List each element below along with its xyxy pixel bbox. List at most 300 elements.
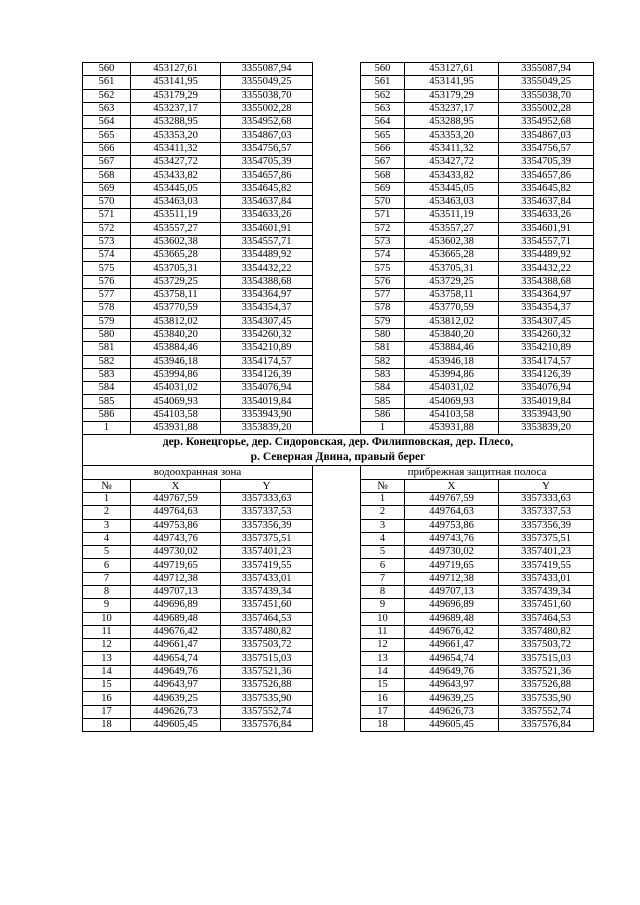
right-point-number: 18 xyxy=(361,718,405,731)
left-point-number: 576 xyxy=(83,275,131,288)
table-row xyxy=(83,169,594,182)
right-point-number: 10 xyxy=(361,612,405,625)
right-point-number: 565 xyxy=(361,129,405,142)
right-point-number: 12 xyxy=(361,639,405,652)
table-row xyxy=(83,142,594,155)
left-coord-x: 454031,02 xyxy=(131,382,221,395)
right-coord-y: 3354019,84 xyxy=(499,395,594,408)
left-point-number: 13 xyxy=(83,652,131,665)
right-point-number: 571 xyxy=(361,209,405,222)
right-coord-x: 453237,17 xyxy=(405,102,499,115)
table-row xyxy=(83,328,594,341)
table-row xyxy=(83,546,594,559)
left-coord-y: 3354126,39 xyxy=(221,368,313,381)
right-coord-x: 453884,46 xyxy=(405,342,499,355)
right-point-number: 15 xyxy=(361,679,405,692)
left-coord-y: 3357375,51 xyxy=(221,532,313,545)
right-coord-y: 3354557,71 xyxy=(499,235,594,248)
left-point-number: 583 xyxy=(83,368,131,381)
column-gap xyxy=(313,665,361,678)
column-gap xyxy=(313,519,361,532)
table-row xyxy=(83,315,594,328)
left-coord-x: 453427,72 xyxy=(131,156,221,169)
table-row xyxy=(83,625,594,638)
right-coord-y: 3354126,39 xyxy=(499,368,594,381)
left-point-number: 7 xyxy=(83,572,131,585)
right-coord-x: 453463,03 xyxy=(405,195,499,208)
left-coord-y: 3354388,68 xyxy=(221,275,313,288)
right-coord-x: 453557,27 xyxy=(405,222,499,235)
right-coord-y: 3353943,90 xyxy=(499,408,594,421)
right-coord-x: 449707,13 xyxy=(405,585,499,598)
column-gap xyxy=(313,142,361,155)
column-gap xyxy=(313,612,361,625)
column-gap xyxy=(313,222,361,235)
left-point-number: 15 xyxy=(83,679,131,692)
left-point-number: 10 xyxy=(83,612,131,625)
left-point-number: 585 xyxy=(83,395,131,408)
right-point-number: 562 xyxy=(361,89,405,102)
left-coord-y: 3354657,86 xyxy=(221,169,313,182)
right-point-number: 576 xyxy=(361,275,405,288)
table-row xyxy=(83,652,594,665)
left-coord-y: 3354432,22 xyxy=(221,262,313,275)
left-point-number: 3 xyxy=(83,519,131,532)
left-point-number: 569 xyxy=(83,182,131,195)
right-coord-x: 449605,45 xyxy=(405,718,499,731)
column-gap xyxy=(313,328,361,341)
right-coord-x: 453141,95 xyxy=(405,76,499,89)
table-row xyxy=(83,422,594,435)
column-gap xyxy=(313,76,361,89)
column-gap xyxy=(313,102,361,115)
left-coord-y: 3354952,68 xyxy=(221,116,313,129)
left-coord-y: 3355038,70 xyxy=(221,89,313,102)
right-coord-x: 453729,25 xyxy=(405,275,499,288)
table-row xyxy=(83,639,594,652)
column-gap xyxy=(313,679,361,692)
left-point-number: 567 xyxy=(83,156,131,169)
right-coord-x: 453758,11 xyxy=(405,289,499,302)
column-gap xyxy=(313,195,361,208)
left-point-number: 580 xyxy=(83,328,131,341)
left-coord-y: 3357535,90 xyxy=(221,692,313,705)
right-coord-x: 454031,02 xyxy=(405,382,499,395)
left-coord-x: 453179,29 xyxy=(131,89,221,102)
table-row xyxy=(83,116,594,129)
column-gap xyxy=(313,705,361,718)
left-coord-y: 3354867,03 xyxy=(221,129,313,142)
left-point-number: 566 xyxy=(83,142,131,155)
left-point-number: 2 xyxy=(83,506,131,519)
right-coord-y: 3357337,53 xyxy=(499,506,594,519)
right-coord-x: 453353,20 xyxy=(405,129,499,142)
column-gap xyxy=(313,559,361,572)
left-coord-y: 3354076,94 xyxy=(221,382,313,395)
right-point-number: 580 xyxy=(361,328,405,341)
column-gap xyxy=(313,156,361,169)
right-point-number: 564 xyxy=(361,116,405,129)
left-coord-y: 3357433,01 xyxy=(221,572,313,585)
right-point-number: 1 xyxy=(361,492,405,505)
left-coord-x: 449676,42 xyxy=(131,625,221,638)
right-point-number: 561 xyxy=(361,76,405,89)
left-coord-y: 3357356,39 xyxy=(221,519,313,532)
right-point-number: 6 xyxy=(361,559,405,572)
left-coord-y: 3357521,36 xyxy=(221,665,313,678)
table-row xyxy=(83,519,594,532)
left-coord-y: 3357451,60 xyxy=(221,599,313,612)
right-coord-y: 3354645,82 xyxy=(499,182,594,195)
left-coord-x: 453602,38 xyxy=(131,235,221,248)
table-row xyxy=(83,156,594,169)
right-point-number: 575 xyxy=(361,262,405,275)
left-coord-x: 453931,88 xyxy=(131,422,221,435)
table-row xyxy=(83,275,594,288)
left-coord-x: 449643,97 xyxy=(131,679,221,692)
left-point-number: 18 xyxy=(83,718,131,731)
right-point-number: 17 xyxy=(361,705,405,718)
left-coord-y: 3353839,20 xyxy=(221,422,313,435)
table-row xyxy=(83,129,594,142)
left-point-number: 4 xyxy=(83,532,131,545)
left-coord-x: 449626,73 xyxy=(131,705,221,718)
right-coord-y: 3355087,94 xyxy=(499,63,594,76)
left-coord-x: 453884,46 xyxy=(131,342,221,355)
column-gap xyxy=(313,652,361,665)
right-point-number: 572 xyxy=(361,222,405,235)
table-row xyxy=(83,705,594,718)
left-coord-x: 453511,19 xyxy=(131,209,221,222)
left-point-number: 577 xyxy=(83,289,131,302)
left-point-number: 563 xyxy=(83,102,131,115)
right-coord-x: 449654,74 xyxy=(405,652,499,665)
right-coord-x: 449743,76 xyxy=(405,532,499,545)
right-coord-x: 449649,76 xyxy=(405,665,499,678)
right-coord-x: 453602,38 xyxy=(405,235,499,248)
left-coord-x: 449753,86 xyxy=(131,519,221,532)
table-row xyxy=(83,195,594,208)
bottom-section xyxy=(83,492,594,731)
left-point-number: 6 xyxy=(83,559,131,572)
right-point-number: 586 xyxy=(361,408,405,421)
left-coord-x: 453758,11 xyxy=(131,289,221,302)
table-row xyxy=(83,506,594,519)
left-coord-x: 453946,18 xyxy=(131,355,221,368)
left-coord-x: 454103,58 xyxy=(131,408,221,421)
table-row xyxy=(83,368,594,381)
section-title-line1: дер. Конецгорье, дер. Сидоровская, дер. Филипповская, дер. Плесо, xyxy=(162,436,514,449)
left-coord-x: 453411,32 xyxy=(131,142,221,155)
left-point-number: 584 xyxy=(83,382,131,395)
left-coord-y: 3355049,25 xyxy=(221,76,313,89)
right-coord-x: 453946,18 xyxy=(405,355,499,368)
right-coord-y: 3354364,97 xyxy=(499,289,594,302)
left-coord-x: 453288,95 xyxy=(131,116,221,129)
left-coord-y: 3354705,39 xyxy=(221,156,313,169)
column-gap xyxy=(313,355,361,368)
left-point-number: 574 xyxy=(83,249,131,262)
left-coord-y: 3357480,82 xyxy=(221,625,313,638)
left-point-number: 568 xyxy=(83,169,131,182)
right-point-number: 577 xyxy=(361,289,405,302)
right-point-number: 3 xyxy=(361,519,405,532)
left-coord-x: 449696,89 xyxy=(131,599,221,612)
column-gap xyxy=(313,302,361,315)
right-coord-y: 3354174,57 xyxy=(499,355,594,368)
right-coord-y: 3357480,82 xyxy=(499,625,594,638)
right-coord-y: 3357433,01 xyxy=(499,572,594,585)
left-coord-y: 3354557,71 xyxy=(221,235,313,248)
right-point-number: 585 xyxy=(361,395,405,408)
table-row xyxy=(83,559,594,572)
right-coord-x: 449712,38 xyxy=(405,572,499,585)
table-row xyxy=(83,89,594,102)
right-coord-x: 449626,73 xyxy=(405,705,499,718)
right-point-number: 1 xyxy=(361,422,405,435)
top-section xyxy=(83,63,594,435)
table-row xyxy=(83,532,594,545)
right-coord-x: 449696,89 xyxy=(405,599,499,612)
section-title xyxy=(83,435,594,466)
left-coord-x: 453141,95 xyxy=(131,76,221,89)
column-gap xyxy=(313,546,361,559)
right-point-number: 568 xyxy=(361,169,405,182)
right-coord-x: 449643,97 xyxy=(405,679,499,692)
left-coord-y: 3357526,88 xyxy=(221,679,313,692)
left-coord-x: 453557,27 xyxy=(131,222,221,235)
right-coord-y: 3354952,68 xyxy=(499,116,594,129)
column-gap xyxy=(313,639,361,652)
right-coord-x: 453931,88 xyxy=(405,422,499,435)
column-gap xyxy=(313,395,361,408)
left-coord-y: 3355002,28 xyxy=(221,102,313,115)
left-coord-x: 449689,48 xyxy=(131,612,221,625)
right-header-y: Y xyxy=(499,479,594,492)
left-coord-y: 3354645,82 xyxy=(221,182,313,195)
table-row xyxy=(83,222,594,235)
left-coord-y: 3357576,84 xyxy=(221,718,313,731)
right-coord-y: 3354657,86 xyxy=(499,169,594,182)
right-point-number: 16 xyxy=(361,692,405,705)
right-point-number: 566 xyxy=(361,142,405,155)
table-row xyxy=(83,262,594,275)
table-row xyxy=(83,355,594,368)
right-coord-x: 453840,20 xyxy=(405,328,499,341)
left-coord-y: 3357439,34 xyxy=(221,585,313,598)
table-row xyxy=(83,102,594,115)
left-coord-y: 3357333,63 xyxy=(221,492,313,505)
right-coord-y: 3354388,68 xyxy=(499,275,594,288)
left-coord-x: 453353,20 xyxy=(131,129,221,142)
left-coord-y: 3354489,92 xyxy=(221,249,313,262)
left-subtitle: водоохранная зона xyxy=(83,466,313,479)
right-coord-x: 454103,58 xyxy=(405,408,499,421)
right-coord-x: 453427,72 xyxy=(405,156,499,169)
left-point-number: 9 xyxy=(83,599,131,612)
column-gap xyxy=(313,235,361,248)
coordinates-table xyxy=(82,62,594,732)
column-gap xyxy=(313,466,361,493)
left-coord-y: 3354174,57 xyxy=(221,355,313,368)
right-subtitle: прибрежная защитная полоса xyxy=(361,466,594,479)
right-point-number: 2 xyxy=(361,506,405,519)
left-coord-x: 453840,20 xyxy=(131,328,221,341)
right-coord-y: 3357356,39 xyxy=(499,519,594,532)
column-gap xyxy=(313,532,361,545)
right-coord-y: 3354354,37 xyxy=(499,302,594,315)
right-coord-y: 3357503,72 xyxy=(499,639,594,652)
left-coord-x: 454069,93 xyxy=(131,395,221,408)
column-gap xyxy=(313,382,361,395)
right-coord-x: 449753,86 xyxy=(405,519,499,532)
left-point-number: 581 xyxy=(83,342,131,355)
left-coord-x: 449639,25 xyxy=(131,692,221,705)
left-point-number: 12 xyxy=(83,639,131,652)
right-coord-x: 449676,42 xyxy=(405,625,499,638)
table-row xyxy=(83,585,594,598)
right-coord-y: 3354260,32 xyxy=(499,328,594,341)
table-row xyxy=(83,76,594,89)
left-coord-x: 453237,17 xyxy=(131,102,221,115)
right-point-number: 570 xyxy=(361,195,405,208)
right-coord-y: 3357576,84 xyxy=(499,718,594,731)
right-coord-y: 3354601,91 xyxy=(499,222,594,235)
left-coord-y: 3354756,57 xyxy=(221,142,313,155)
left-coord-x: 449764,63 xyxy=(131,506,221,519)
table-row xyxy=(83,679,594,692)
right-coord-y: 3354633,26 xyxy=(499,209,594,222)
left-point-number: 5 xyxy=(83,546,131,559)
left-coord-y: 3354364,97 xyxy=(221,289,313,302)
right-coord-y: 3357521,36 xyxy=(499,665,594,678)
column-gap xyxy=(313,249,361,262)
right-coord-y: 3353839,20 xyxy=(499,422,594,435)
column-gap xyxy=(313,63,361,76)
right-coord-x: 453179,29 xyxy=(405,89,499,102)
left-point-number: 562 xyxy=(83,89,131,102)
left-point-number: 561 xyxy=(83,76,131,89)
column-gap xyxy=(313,422,361,435)
left-point-number: 572 xyxy=(83,222,131,235)
column-gap xyxy=(313,89,361,102)
right-coord-x: 453994,86 xyxy=(405,368,499,381)
left-coord-y: 3354633,26 xyxy=(221,209,313,222)
section-header xyxy=(83,435,594,493)
left-coord-x: 453127,61 xyxy=(131,63,221,76)
right-header-number: № xyxy=(361,479,405,492)
table-row xyxy=(83,718,594,731)
column-gap xyxy=(313,599,361,612)
left-point-number: 586 xyxy=(83,408,131,421)
left-point-number: 578 xyxy=(83,302,131,315)
left-coord-x: 453463,03 xyxy=(131,195,221,208)
column-gap xyxy=(313,692,361,705)
left-coord-y: 3357419,55 xyxy=(221,559,313,572)
left-point-number: 560 xyxy=(83,63,131,76)
right-coord-x: 453812,02 xyxy=(405,315,499,328)
right-coord-y: 3355002,28 xyxy=(499,102,594,115)
right-point-number: 14 xyxy=(361,665,405,678)
left-coord-x: 453770,59 xyxy=(131,302,221,315)
right-coord-y: 3354867,03 xyxy=(499,129,594,142)
left-coord-x: 453433,82 xyxy=(131,169,221,182)
right-coord-y: 3357526,88 xyxy=(499,679,594,692)
left-header-y: Y xyxy=(221,479,313,492)
left-coord-y: 3354601,91 xyxy=(221,222,313,235)
left-coord-x: 453729,25 xyxy=(131,275,221,288)
column-gap xyxy=(313,625,361,638)
left-coord-x: 449649,76 xyxy=(131,665,221,678)
right-coord-x: 449767,59 xyxy=(405,492,499,505)
right-coord-y: 3357439,34 xyxy=(499,585,594,598)
left-point-number: 564 xyxy=(83,116,131,129)
right-coord-y: 3357451,60 xyxy=(499,599,594,612)
right-coord-x: 453127,61 xyxy=(405,63,499,76)
left-coord-y: 3354307,45 xyxy=(221,315,313,328)
table-row xyxy=(83,492,594,505)
right-coord-y: 3357552,74 xyxy=(499,705,594,718)
right-coord-x: 449661,47 xyxy=(405,639,499,652)
left-point-number: 565 xyxy=(83,129,131,142)
column-gap xyxy=(313,506,361,519)
right-point-number: 9 xyxy=(361,599,405,612)
column-gap xyxy=(313,368,361,381)
right-point-number: 8 xyxy=(361,585,405,598)
right-header-x: X xyxy=(405,479,499,492)
left-coord-y: 3354210,89 xyxy=(221,342,313,355)
left-coord-y: 3357515,03 xyxy=(221,652,313,665)
right-coord-y: 3355049,25 xyxy=(499,76,594,89)
right-point-number: 4 xyxy=(361,532,405,545)
right-coord-x: 453511,19 xyxy=(405,209,499,222)
right-coord-y: 3354432,22 xyxy=(499,262,594,275)
right-coord-y: 3357535,90 xyxy=(499,692,594,705)
right-coord-y: 3355038,70 xyxy=(499,89,594,102)
right-coord-y: 3354756,57 xyxy=(499,142,594,155)
left-coord-x: 453445,05 xyxy=(131,182,221,195)
table-row xyxy=(83,235,594,248)
column-gap xyxy=(313,209,361,222)
right-point-number: 7 xyxy=(361,572,405,585)
column-gap xyxy=(313,342,361,355)
right-point-number: 584 xyxy=(361,382,405,395)
column-gap xyxy=(313,315,361,328)
right-point-number: 582 xyxy=(361,355,405,368)
left-point-number: 571 xyxy=(83,209,131,222)
column-gap xyxy=(313,275,361,288)
right-point-number: 567 xyxy=(361,156,405,169)
right-point-number: 578 xyxy=(361,302,405,315)
right-point-number: 574 xyxy=(361,249,405,262)
right-point-number: 573 xyxy=(361,235,405,248)
right-point-number: 11 xyxy=(361,625,405,638)
left-header-x: X xyxy=(131,479,221,492)
right-coord-x: 449764,63 xyxy=(405,506,499,519)
right-coord-y: 3354210,89 xyxy=(499,342,594,355)
right-coord-y: 3354489,92 xyxy=(499,249,594,262)
table-row xyxy=(83,302,594,315)
table-row xyxy=(83,692,594,705)
right-coord-x: 449719,65 xyxy=(405,559,499,572)
left-coord-y: 3357503,72 xyxy=(221,639,313,652)
right-coord-x: 453288,95 xyxy=(405,116,499,129)
column-gap xyxy=(313,585,361,598)
left-coord-y: 3357337,53 xyxy=(221,506,313,519)
right-coord-x: 453411,32 xyxy=(405,142,499,155)
right-coord-x: 449730,02 xyxy=(405,546,499,559)
right-coord-y: 3357464,53 xyxy=(499,612,594,625)
